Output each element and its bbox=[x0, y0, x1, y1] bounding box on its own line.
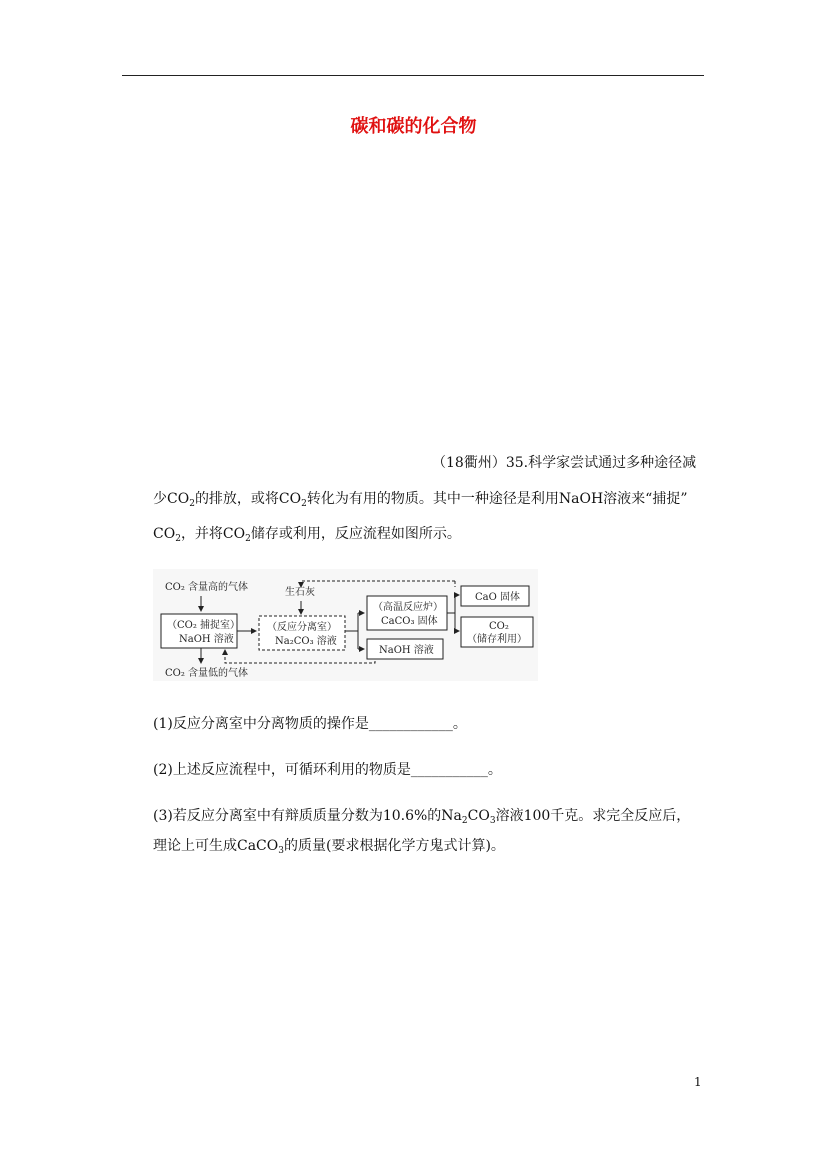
quicklime-label: 生石灰 bbox=[285, 587, 315, 598]
question-text: CO bbox=[467, 808, 490, 824]
subscript: 2 bbox=[301, 499, 307, 509]
subscript: 2 bbox=[175, 534, 181, 544]
question-2: (2)上述反应流程中，可循环利用的物质是___________。 bbox=[153, 762, 502, 778]
subscript: 3 bbox=[278, 846, 284, 856]
naoh-solution-label: NaOH 溶液 bbox=[379, 645, 434, 656]
question-1: (1)反应分离室中分离物质的操作是____________。 bbox=[153, 716, 467, 732]
question-text: 的质量(要求根据化学方鬼式计算)。 bbox=[283, 838, 505, 854]
problem-intro-line-3 bbox=[153, 524, 461, 544]
question-3-line-1 bbox=[153, 806, 690, 826]
separation-room-title: （反应分离室） bbox=[267, 622, 337, 633]
intro-text: 储存或利用，反应流程如图所示。 bbox=[250, 526, 461, 542]
furnace-solid: CaCO₃ 固体 bbox=[381, 616, 438, 627]
capture-room-solution: NaOH 溶液 bbox=[179, 634, 234, 645]
separation-room-solution: Na₂CO₃ 溶液 bbox=[275, 636, 337, 647]
intro-text: ，并将CO bbox=[180, 526, 246, 542]
page-number: 1 bbox=[694, 1075, 702, 1089]
furnace-title: （高温反应炉） bbox=[373, 602, 443, 613]
co2-storage-label: （储存利用） bbox=[467, 634, 527, 645]
output-gas-label: CO₂ 含量低的气体 bbox=[165, 668, 249, 679]
header-rule bbox=[122, 75, 704, 76]
problem-intro-line-2 bbox=[153, 489, 687, 509]
page-title: 碳和碳的化合物 bbox=[350, 116, 477, 137]
question-text: 理论上可生成CaCO bbox=[153, 838, 279, 854]
subscript: 2 bbox=[245, 534, 251, 544]
problem-intro-line-1: （18衢州）35.科学家尝试通过多种途径减 bbox=[432, 455, 697, 471]
capture-room-title: （CO₂ 捕捉室） bbox=[167, 620, 241, 631]
intro-text: 的排放，或将CO bbox=[194, 491, 302, 507]
input-gas-label: CO₂ 含量高的气体 bbox=[165, 582, 249, 593]
intro-text: 少CO bbox=[153, 491, 190, 507]
question-text: 溶液100千克。求完全反应后， bbox=[495, 808, 691, 824]
cao-label: CaO 固体 bbox=[475, 592, 520, 603]
intro-text: CO bbox=[153, 526, 176, 542]
subscript: 2 bbox=[461, 816, 468, 826]
subscript: 3 bbox=[489, 816, 496, 826]
question-3-line-2 bbox=[153, 836, 505, 856]
intro-text: 转化为有用的物质。其中一种途径是利用NaOH溶液来“捕捉” bbox=[306, 491, 688, 507]
co2-label: CO₂ bbox=[489, 621, 509, 632]
process-flow-diagram bbox=[153, 569, 538, 681]
subscript: 2 bbox=[189, 499, 195, 509]
question-text: (3)若反应分离室中有辩质质量分数为10.6%的Na bbox=[153, 808, 462, 824]
